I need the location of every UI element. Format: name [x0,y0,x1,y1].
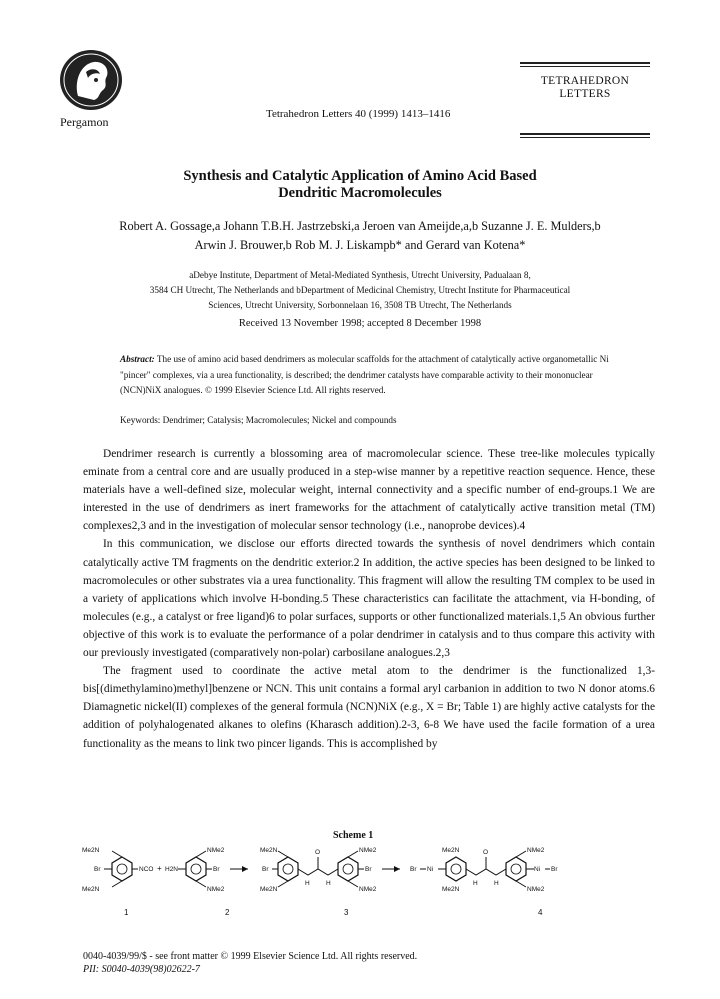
br-label: Br [262,866,269,873]
affil-line2: 3584 CH Utrecht, The Netherlands and bDepartment of Medicinal Chemistry, Utrecht Institute for Pharmaceutical [149,285,571,295]
br-label: Br [551,866,558,873]
abstract-text: The use of amino acid based dendrimers as molecular scaffolds for the attachment of catalytically active organometallic Ni "pincer" complexes, via a urea functionality, is described; the dendrimer catalysts have comparable activity to their mononuclear (NCN)NiX analogues. © 1999 Elsevier Science Ltd. All rights reserved. [120,354,609,395]
body-text [83,445,655,753]
pergamon-logo [58,48,124,112]
received-dates: Received 13 November 1998; accepted 8 December 1998 [238,318,482,329]
nco-label: NCO [139,866,154,873]
title-line1: Synthesis and Catalytic Application of Amino Acid Based [183,168,537,184]
paragraph-2: In this communication, we disclose our efforts directed towards the synthesis of novel dendrimers which contain catalytically active TM fragments on the dendritic exterior.2 In addition, the active species has been designed to be linked to macromolecules or other substrates via a urea functionality. This fragment will allow the resulting TM complex to be used in a variety of applications which involve H-bonding.5 These characteristics can facilitate the attachment, via H-bonding, of molecules (e.g., a catalyst or free ligand)6 to polar surfaces, supports or other functionalized materials.1,5 An obvious further objective of this work is to evaluate the performance of a polar dendrimer in catalysis and to thus compare this activity with our previously investigated (comparatively non-polar) carbosilane analogues.2,3 [83,538,655,660]
affil-line3: Sciences, Utrecht University, Sorbonnelaan 16, 3508 TB Utrecht, The Netherlands [208,300,512,310]
abstract-label: Abstract: [120,354,155,364]
paragraph-3: The fragment used to coordinate the active metal atom to the dendrimer is the functionalized 1,3-bis[(dimethylamino)methyl]benzene or NCN. This unit contains a formal aryl carbanion in addition to two N donor atoms.6 Diamagnetic nickel(II) complexes of the general formula (NCN)NiX (e.g., X = Br; Table 1) are highly active catalysts for the addition of polyhalogenated alkanes to olefins (Kharasch addition).2-3, 6-8 We have used the facile formation of a urea functionality as the means to link two pincer ligands. This is accomplished by [83,665,655,750]
abstract [120,352,620,399]
nme2-label: NMe2 [359,886,377,893]
ni-label: Ni [427,866,434,873]
journal-name-line1: TETRAHEDRON [540,75,630,87]
nme2-label: Me2N [82,847,100,854]
compound-1 [82,847,153,917]
nme2-label: NMe2 [207,886,225,893]
journal-citation: Tetrahedron Letters 40 (1999) 1413–1416 [266,108,451,120]
masthead-rule-bottom [520,133,650,135]
br-label: Br [410,866,417,873]
nme2-label: Me2N [260,886,278,893]
nme2-label: NMe2 [527,847,545,854]
title-line2: Dendritic Macromolecules [278,185,442,201]
journal-masthead [520,60,650,140]
authors-line1: Robert A. Gossage,a Johann T.B.H. Jastrzebski,a Jeroen van Ameijde,a,b Suzanne J. E. Mulders,b [119,219,601,233]
h-label: H [305,880,310,887]
o-label: O [315,849,321,856]
h-label: H [326,880,331,887]
compound-label: 1 [124,908,129,917]
compound-2 [165,847,230,917]
masthead-rule-top [520,62,650,64]
br-label: Br [213,866,220,873]
affiliations [90,268,630,313]
paragraph-1: Dendrimer research is currently a blossoming area of macromolecular science. These tree-like molecules typically eminate from a central core and are usually produced in a step-wise manner by a repetitive reaction sequence. Hence, these materials have a well-defined size, molecular weight, internal connectivity and a specific number of end-groups.1 We are interested in the use of dendrimers as inert frameworks for the attachment of catalytically active transition metal (TM) complexes2,3 and in the investigation of molecular sensor technology (i.e., nanoprobe devices).4 [83,448,655,533]
ni-label: Ni [534,866,541,873]
publisher-name: Pergamon [60,115,109,129]
masthead-rule-bottom-thin [520,137,650,138]
nme2-label: Me2N [442,886,460,893]
nme2-label: NMe2 [207,847,225,854]
keywords: Keywords: Dendrimer; Catalysis; Macromolecules; Nickel and compounds [120,415,397,425]
footer [83,950,417,976]
o-label: O [483,849,489,856]
affil-line1: aDebye Institute, Department of Metal-Mediated Synthesis, Utrecht University, Padualaan 8, [189,270,531,280]
nme2-label: Me2N [260,847,278,854]
h-label: H [473,880,478,887]
plus-sign: + [157,864,162,873]
nme2-label: Me2N [82,886,100,893]
h2n-label: H2N [165,866,179,873]
author-list [80,217,640,255]
h-label: H [494,880,499,887]
br-label: Br [94,866,101,873]
nme2-label: Me2N [442,847,460,854]
nme2-label: NMe2 [359,847,377,854]
authors-line2: Arwin J. Brouwer,b Rob M. J. Liskampb* and Gerard van Kotena* [194,238,526,252]
journal-name [520,75,650,101]
compound-label: 3 [344,908,349,917]
journal-name-line2: LETTERS [559,88,611,100]
article-title [100,168,620,202]
scheme-1-figure [82,843,662,923]
compound-label: 2 [225,908,230,917]
br-label: Br [365,866,372,873]
pii-line: PII: S0040-4039(98)02622-7 [83,964,200,975]
compound-label: 4 [538,908,543,917]
masthead-rule-top-thin [520,66,650,67]
compound-3 [260,847,377,917]
compound-4 [410,847,558,917]
nme2-label: NMe2 [527,886,545,893]
scheme-title: Scheme 1 [333,830,374,841]
copyright-line: 0040-4039/99/$ - see front matter © 1999 Elsevier Science Ltd. All rights reserved. [83,951,418,962]
